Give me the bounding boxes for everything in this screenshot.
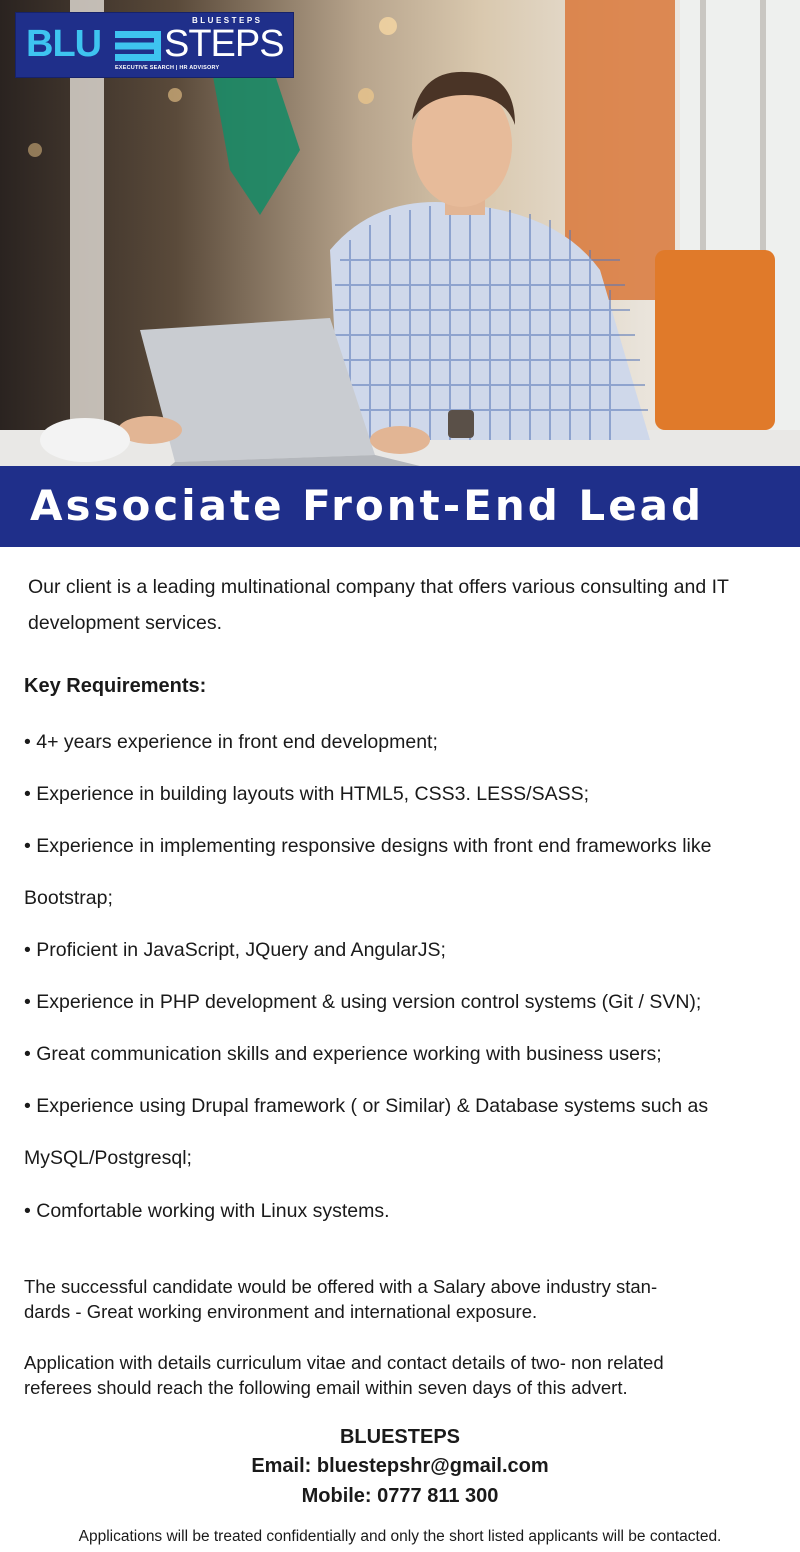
- application-line-2: referees should reach the following email within seven days of this advert.: [24, 1377, 628, 1398]
- requirement-item-continued: Bootstrap;: [24, 887, 113, 909]
- logo-tagline: EXECUTIVE SEARCH | HR ADVISORY: [115, 65, 220, 71]
- requirement-item: • Great communication skills and experience working with business users;: [24, 1043, 662, 1065]
- requirement-item: • Experience using Drupal framework ( or Similar) & Database systems such as: [24, 1095, 709, 1117]
- contact-company: BLUESTEPS: [339, 1426, 461, 1448]
- contact-mobile: Mobile: 0777 811 300: [301, 1485, 499, 1507]
- contact-email: Email: bluestepshr@gmail.com: [251, 1455, 549, 1477]
- requirement-item-continued: MySQL/Postgresql;: [24, 1147, 192, 1169]
- logo-e-mark-icon: [115, 31, 161, 61]
- requirement-item: • 4+ years experience in front end development;: [24, 731, 438, 753]
- requirement-item: • Comfortable working with Linux systems.: [24, 1200, 390, 1222]
- offer-line-1: The successful candidate would be offered with a Salary above industry stan-: [24, 1276, 658, 1297]
- intro-line-2: development services.: [28, 612, 223, 634]
- requirement-item: • Proficient in JavaScript, JQuery and AngularJS;: [24, 939, 446, 961]
- intro-line-1: Our client is a leading multinational company that offers various consulting and IT: [28, 576, 729, 598]
- requirement-item: • Experience in implementing responsive designs with front end frameworks like: [24, 835, 712, 857]
- logo-text-steps: STEPS: [164, 23, 284, 65]
- logo-text-blu: BLU: [26, 23, 102, 65]
- requirements-heading: Key Requirements:: [24, 675, 207, 697]
- footer-note: Applications will be treated confidentially and only the short listed applicants will be contacted.: [78, 1528, 722, 1545]
- application-line-1: Application with details curriculum vitae and contact details of two- non related: [24, 1352, 664, 1373]
- requirement-item: • Experience in building layouts with HTML5, CSS3. LESS/SASS;: [24, 783, 590, 805]
- offer-line-2: dards - Great working environment and international exposure.: [24, 1301, 538, 1322]
- job-title: Associate Front-End Lead: [30, 481, 705, 530]
- requirement-item: • Experience in PHP development & using version control systems (Git / SVN);: [24, 991, 702, 1013]
- bluesteps-logo: [15, 12, 294, 78]
- logo-caption: BLUESTEPS: [192, 16, 263, 25]
